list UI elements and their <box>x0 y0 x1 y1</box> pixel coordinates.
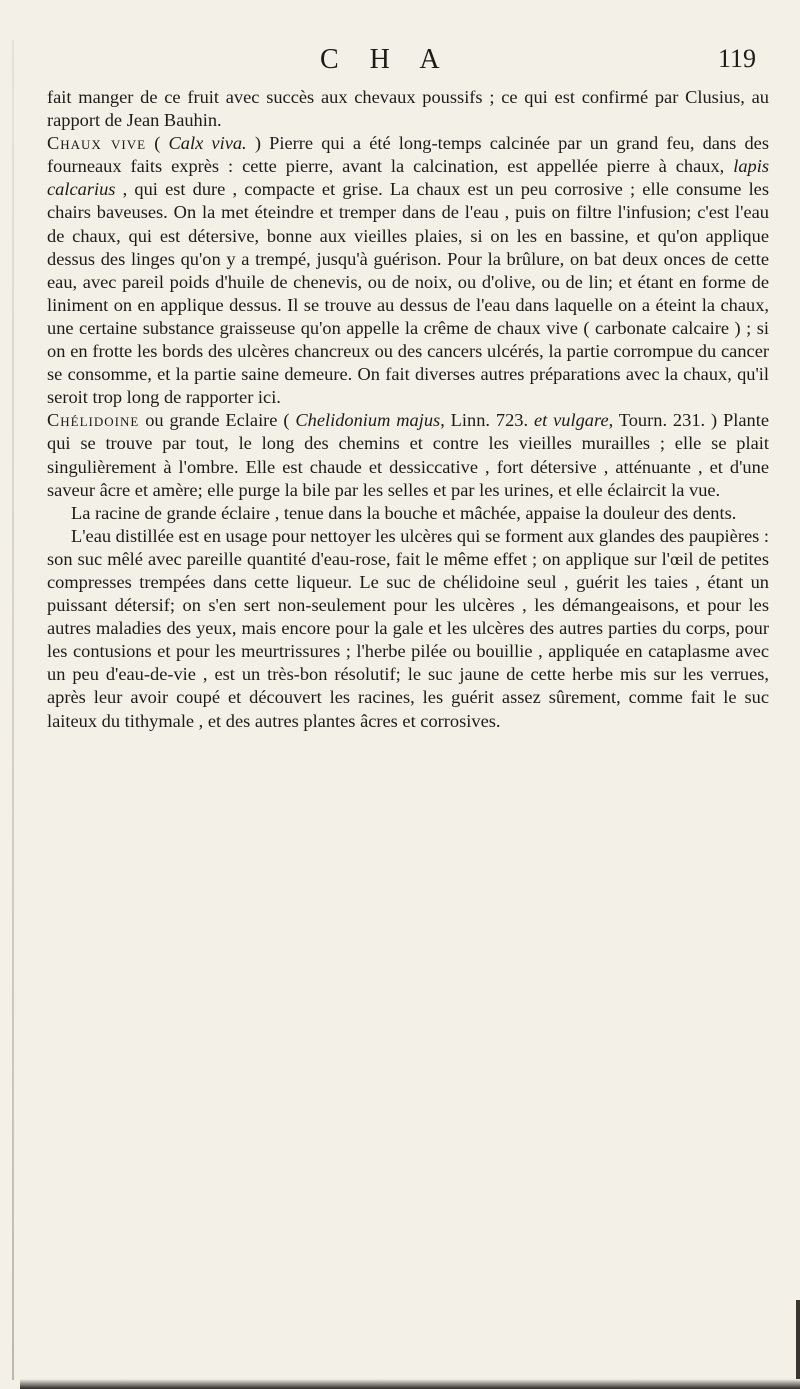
text-run: , qui est dure , compacte et grise. La chaux est un peu corrosive ; elle consume les chairs baveuses. On la met éteindre et tremper dans de l'eau , puis on filtre l'infusion; c'est l'eau de chaux, qui est détersive, bonne aux vieilles plaies, si on les en bassine, et qu'on applique dessus des linges qu'on y a trempé, jusqu'à guérison. Pour la brûlure, on bat deux onces de cette eau, avec pareil poids d'huile de chenevis, ou de noix, ou d'olive, ou de lin; et étant en forme de liniment on en applique dessus. Il se trouve au dessus de l'eau dans laquelle on a éteint la chaux, une certaine substance graisseuse qu'on appelle la crême de chaux vive ( carbonate calcaire ) ; si on en frotte les bords des ulcères chancreux ou des cancers ulcérés, la partie corrompue du cancer se consomme, et la partie saine demeure. On fait diverses autres préparations avec la chaux, qu'il seroit trop long de rapporter ici. <box>47 179 769 408</box>
italic-term: lapis calcarius <box>47 156 769 200</box>
entry-headword: Chaux vive <box>47 133 147 154</box>
page-gutter-shadow <box>12 40 14 1380</box>
text-run: , Linn. 723. <box>440 410 534 431</box>
italic-term: et vulgare <box>533 410 609 431</box>
text-run: L'eau distillée est en usage pour nettoyer les ulcères qui se forment aux glandes des paupières : son suc mêlé avec pareille quantité d'eau-rose, fait le même effet ; on applique sur l'œil de petites compresses trempées dans cette liqueur. Le suc de chélidoine seul , guérit les taies , étant un puissant détersif; on s'en sert non-seulement pour les ulcères , les démangeaisons, et pour les autres maladies des yeux, mais encore pour la gale et les ulcères des autres parties du corps, pour les contusions et pour les meurtrissures ; l'herbe pilée ou bouillie , appliquée en cataplasme avec un peu d'eau-de-vie , est un très-bon résolutif; le suc jaune de cette herbe mis sur les verrues, après leur avoir coupé et découvert les racines, les guérit assez sûrement, comme fait le suc laiteux du tithymale , et des autres plantes âcres et corrosives. <box>47 525 769 731</box>
italic-term: Calx viva. <box>168 133 247 154</box>
running-head-title: C H A <box>320 44 452 75</box>
text-run: ) Pierre qui a été long-temps calcinée par un grand feu, dans des fourneaux faits exprès : cette pierre, avant la calcination, est appellée pierre à chaux, <box>47 133 770 177</box>
text-run: , Tourn. 231. ) Plante qui se trouve par tout, le long des chemins et contre les vieilles murailles ; elle se plait singulièrement à l'ombre. Elle est chaude et dessiccative , fort détersive , atténuante , et d'une saveur âcre et amère; elle purge la bile par les selles et par les urines, et elle éclaircit la vue. <box>47 410 769 500</box>
paragraph <box>47 409 769 501</box>
paragraph <box>47 525 769 733</box>
italic-term: Chelidonium majus <box>295 410 441 431</box>
page-bottom-edge <box>20 1379 800 1389</box>
page-edge <box>796 1300 800 1389</box>
body-text <box>47 86 769 733</box>
running-head <box>0 44 800 84</box>
text-run: ou grande Eclaire ( <box>139 410 296 431</box>
paragraph <box>47 132 769 409</box>
text-run: ( <box>146 133 169 154</box>
text-run: La racine de grande éclaire , tenue dans la bouche et mâchée, appaise la douleur des dents. <box>71 502 737 523</box>
paragraph <box>47 86 769 132</box>
entry-headword: Chélidoine <box>47 410 140 431</box>
page-number: 119 <box>718 44 757 73</box>
text-run: fait manger de ce fruit avec succès aux chevaux poussifs ; ce qui est confirmé par Clusius, au rapport de Jean Bauhin. <box>47 87 769 131</box>
paragraph <box>47 502 769 525</box>
